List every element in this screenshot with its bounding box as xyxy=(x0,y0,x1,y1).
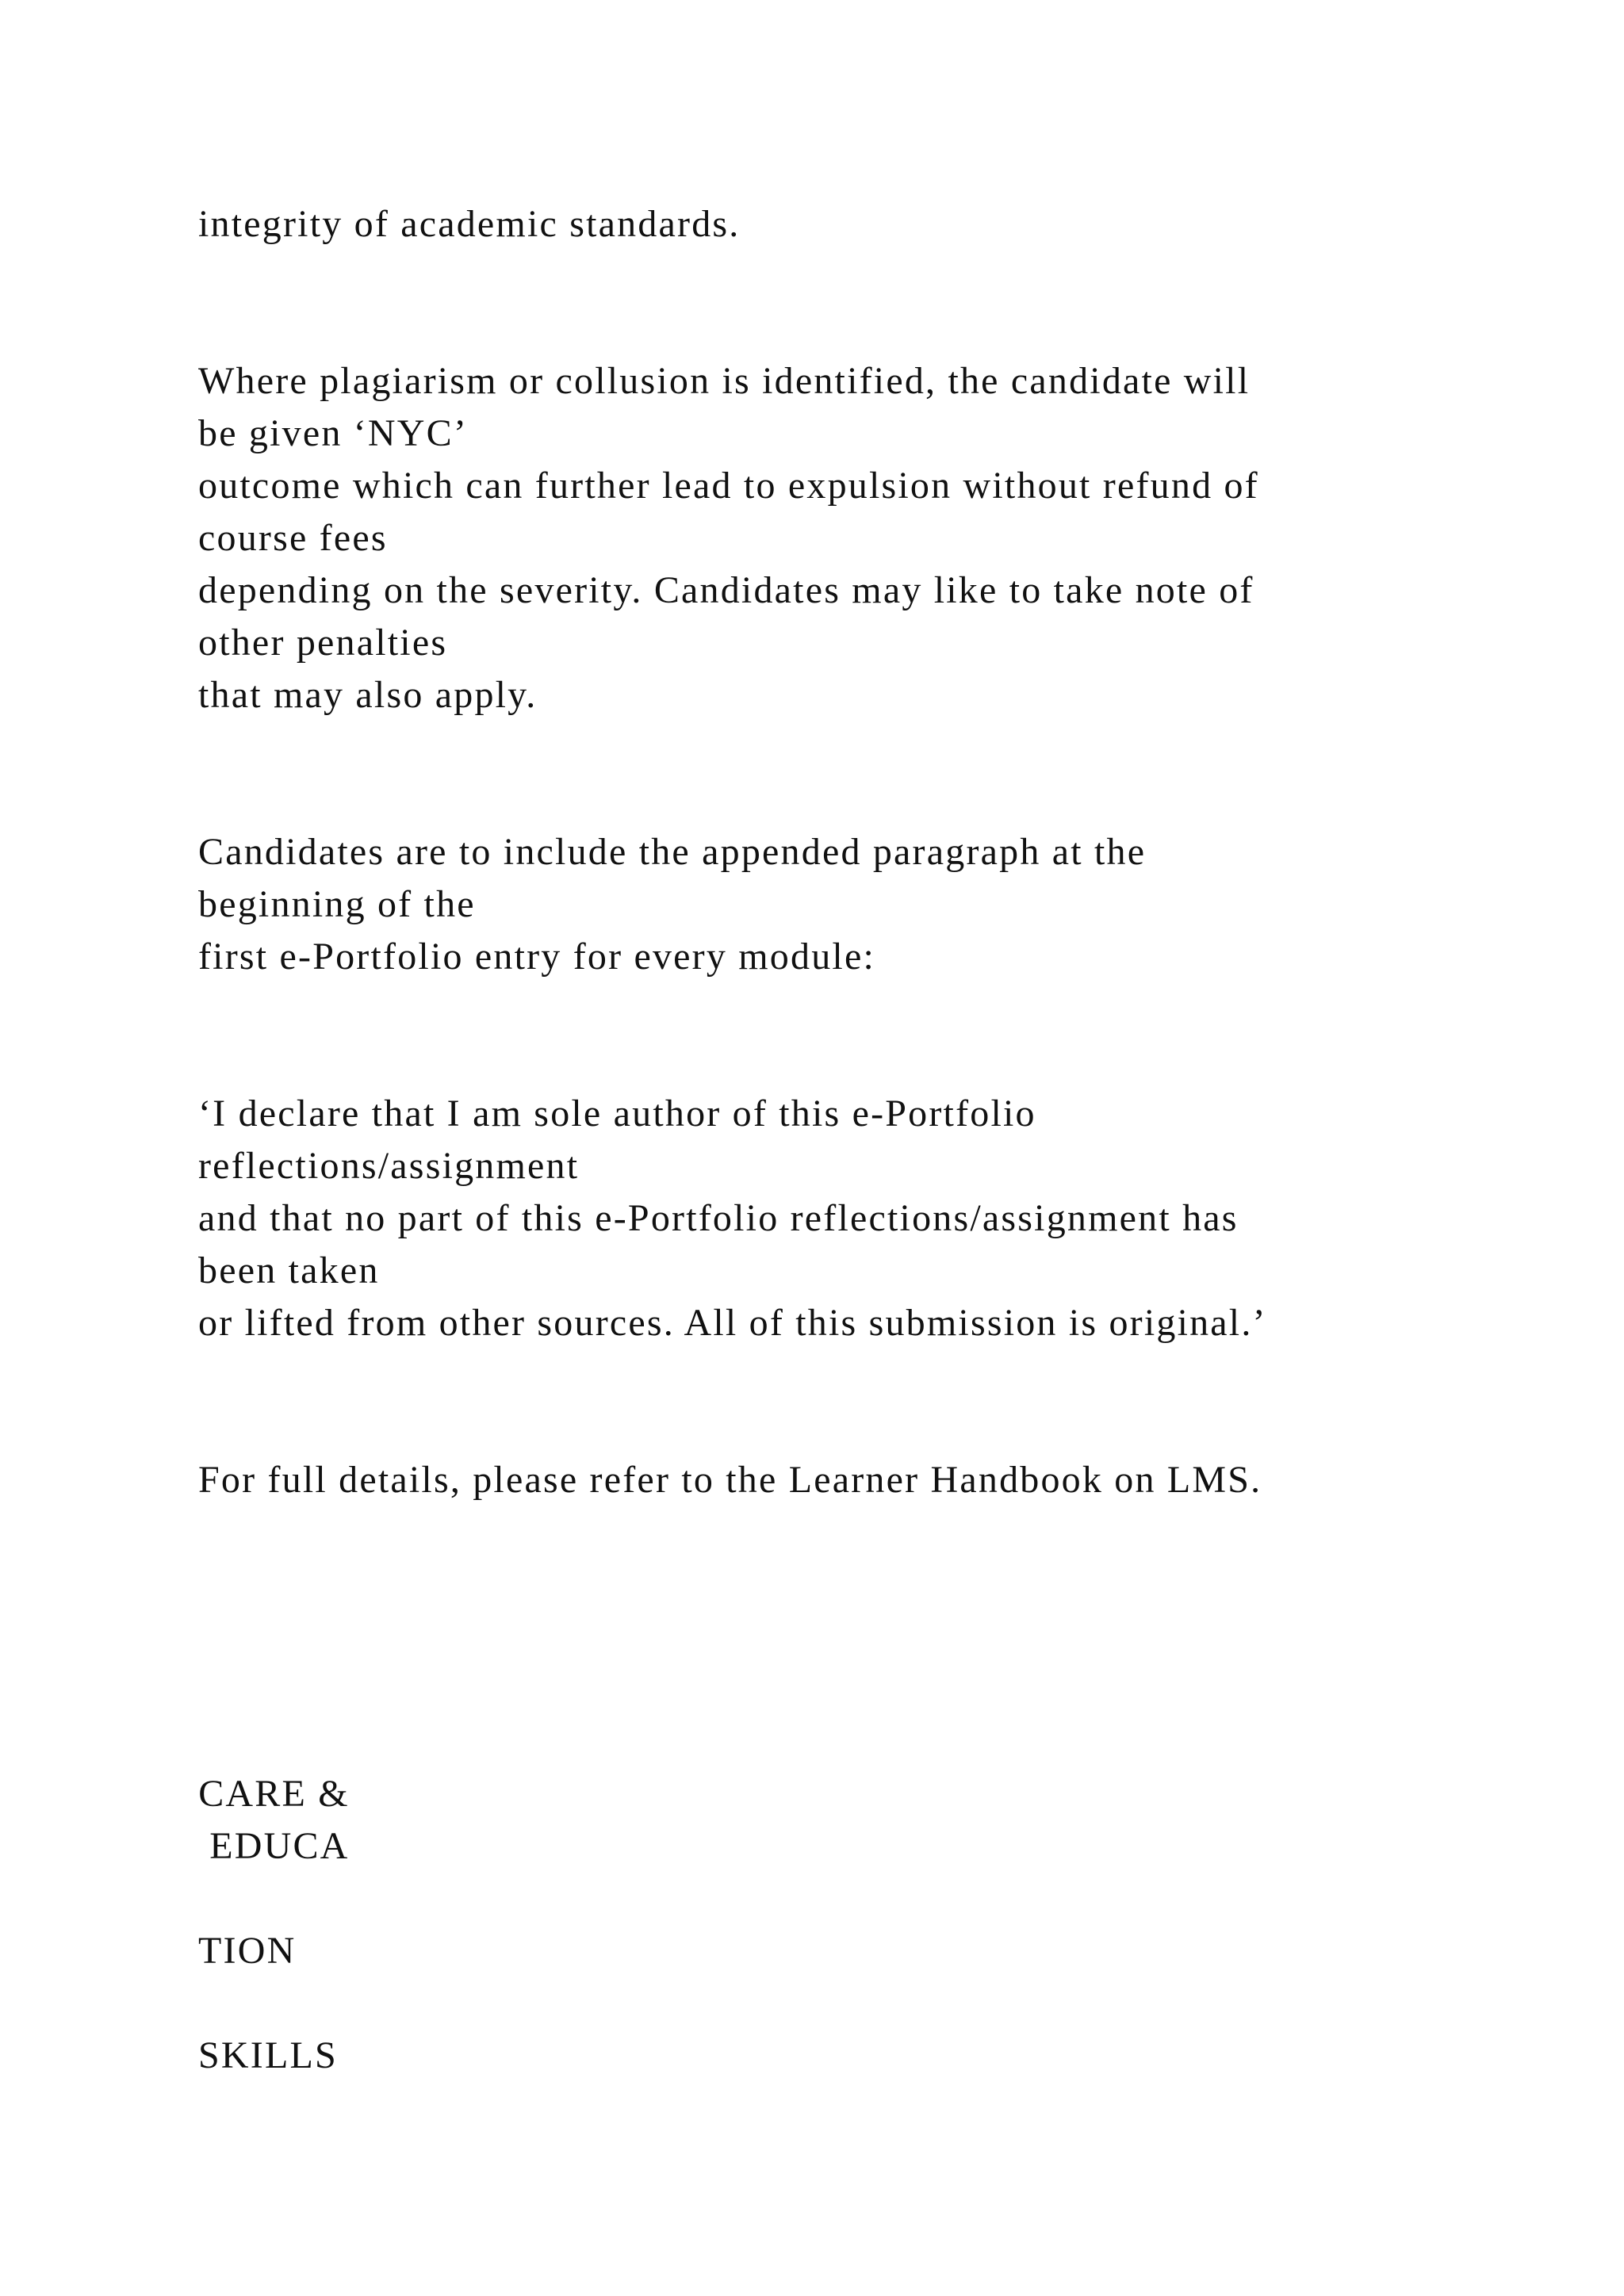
fragment-line: SKILLS xyxy=(198,2034,338,2076)
fragment-line: CARE & xyxy=(187,1773,350,1815)
paragraph-line: integrity of academic standards. xyxy=(198,203,741,245)
declaration-line: ‘I declare that I am sole author of this e-Portfolio xyxy=(198,1093,1036,1135)
paragraph-line: depending on the severity. Candidates may like to take note of xyxy=(198,569,1254,611)
paragraph-line: that may also apply. xyxy=(198,674,538,716)
paragraph-line: beginning of the xyxy=(198,883,476,925)
fragment-line: TION xyxy=(198,1930,297,1972)
paragraph-line: Candidates are to include the appended paragraph at the xyxy=(198,831,1147,873)
fragment-line: EDUCA xyxy=(198,1825,350,1867)
paragraph-line: first e-Portfolio entry for every module: xyxy=(198,936,875,978)
paragraph-line: For full details, please refer to the Learner Handbook on LMS. xyxy=(198,1459,1262,1501)
paragraph-line: other penalties xyxy=(198,622,448,664)
declaration-line: or lifted from other sources. All of this submission is original.’ xyxy=(198,1302,1267,1344)
paragraph-line: course fees xyxy=(198,517,388,559)
paragraph-line: Where plagiarism or collusion is identified, the candidate will xyxy=(198,360,1251,402)
paragraph-line: be given ‘NYC’ xyxy=(198,412,469,454)
declaration-line: reflections/assignment xyxy=(198,1145,580,1187)
paragraph-line: outcome which can further lead to expulsion without refund of xyxy=(198,465,1259,507)
declaration-line: been taken xyxy=(198,1249,380,1292)
declaration-line: and that no part of this e-Portfolio reflections/assignment has xyxy=(198,1197,1239,1239)
